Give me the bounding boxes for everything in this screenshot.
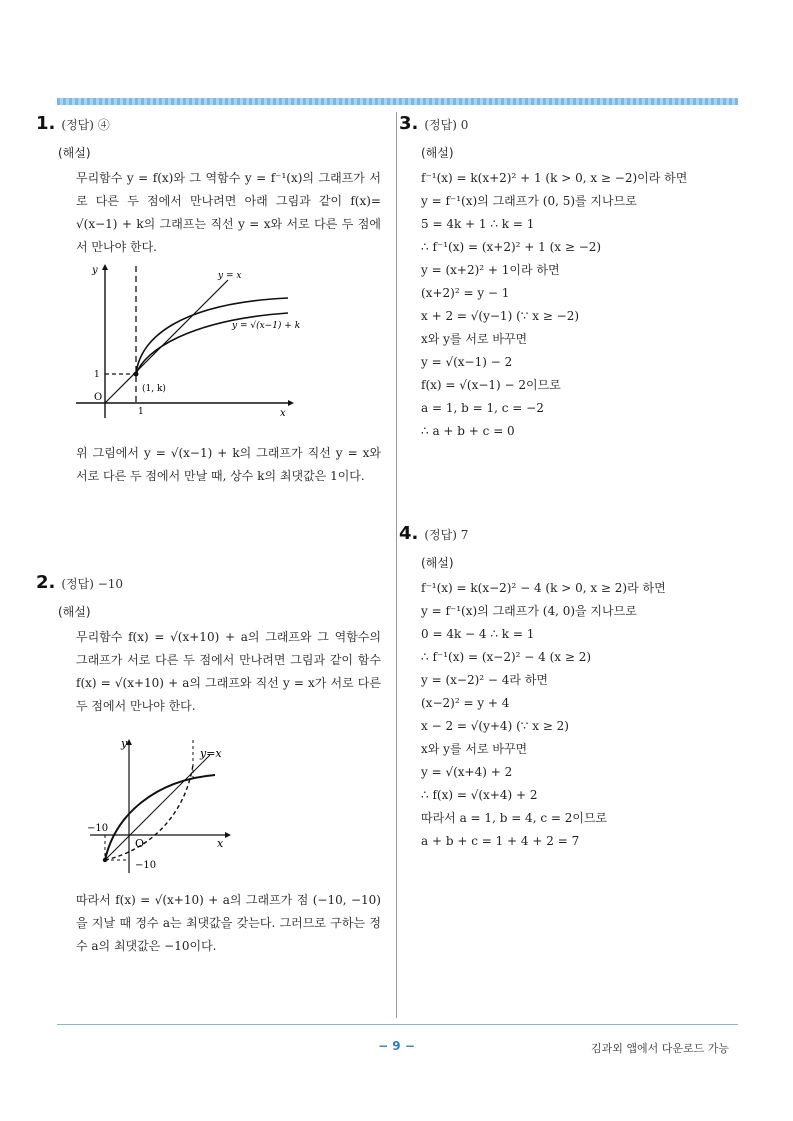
question-1 [36, 113, 381, 259]
y-axis-label: y [121, 737, 128, 750]
top-decorative-bar [57, 98, 738, 105]
question-number: 1. [36, 113, 56, 134]
tick-x-label: −10 [87, 823, 109, 834]
explanation-label: (해설) [58, 605, 91, 619]
solution-line: f(x) = √(x−1) − 2이므로 [421, 378, 561, 392]
x-axis-label: x [280, 408, 286, 419]
footer-note: 김과외 앱에서 다운로드 가능 [590, 1042, 729, 1055]
origin-label: O [94, 392, 103, 403]
question-2-conclusion [36, 883, 381, 958]
solution-line: ∴ f⁻¹(x) = (x+2)² + 1 (x ≥ −2) [421, 240, 602, 254]
question-1-conclusion [36, 436, 381, 488]
curve-label: y = √(x−1) + k [232, 321, 300, 331]
solution-line: x와 y를 서로 바꾸면 [421, 742, 528, 756]
q2-graph [85, 735, 235, 875]
solution-line: y = (x+2)² + 1이라 하면 [421, 263, 560, 277]
explanation-label: (해설) [421, 146, 454, 160]
question-2 [36, 572, 381, 718]
solution-line: y = (x−2)² − 4라 하면 [421, 673, 549, 687]
solution-lines [421, 577, 739, 853]
solution-line: ∴ a + b + c = 0 [421, 424, 515, 438]
line-label: y=x [200, 747, 222, 760]
solution-line: ∴ f(x) = √(x+4) + 2 [421, 788, 538, 802]
solution-line: y = f⁻¹(x)의 그래프가 (4, 0)을 지나므로 [421, 604, 637, 618]
solution-line: (x+2)² = y − 1 [421, 286, 510, 300]
solution-line: x − 2 = √(y+4) (∵ x ≥ 2) [421, 719, 569, 733]
question-4 [399, 523, 739, 853]
solution-line: y = √(x+4) + 2 [421, 765, 513, 779]
solution-line: y = f⁻¹(x)의 그래프가 (0, 5)를 지나므로 [421, 194, 637, 208]
explanation-paragraph: 무리함수 y = f(x)와 그 역함수 y = f⁻¹(x)의 그래프가 서로 다른 두 점에서 만나려면 아래 그림과 같이 f(x)= √(x−1) + k의 그래프는 직선 y = x와 서로 다른 두 점에서 만나야 한다. [76, 171, 381, 254]
solution-line: a = 1, b = 1, c = −2 [421, 401, 544, 415]
solution-line: f⁻¹(x) = k(x+2)² + 1 (k > 0, x ≥ −2)이라 하면 [421, 171, 688, 185]
explanation-label: (해설) [58, 146, 91, 160]
solution-line: ∴ f⁻¹(x) = (x−2)² − 4 (x ≥ 2) [421, 650, 592, 664]
solution-line: 0 = 4k − 4 ∴ k = 1 [421, 627, 535, 641]
conclusion-paragraph: 따라서 f(x) = √(x+10) + a의 그래프가 점 (−10, −10)을 지날 때 정수 a는 최댓값을 갖는다. 그러므로 구하는 정수 a의 최댓값은 −10이다. [76, 893, 381, 953]
origin-label: O [135, 837, 145, 850]
answer-label: (정답) ④ [61, 118, 110, 132]
answer-label: (정답) −10 [61, 577, 124, 591]
answer-label: (정답) 7 [424, 528, 469, 542]
solution-line: f⁻¹(x) = k(x−2)² − 4 (k > 0, x ≥ 2)라 하면 [421, 581, 666, 595]
point-label: (1, k) [142, 384, 166, 394]
solution-line: (x−2)² = y + 4 [421, 696, 510, 710]
question-3 [399, 113, 739, 443]
footer-divider [57, 1024, 738, 1025]
explanation-label: (해설) [421, 556, 454, 570]
solution-line: a + b + c = 1 + 4 + 2 = 7 [421, 834, 580, 848]
column-divider [396, 112, 397, 1018]
line-label: y = x [218, 271, 242, 281]
y-axis-label: y [92, 265, 98, 276]
answer-label: (정답) 0 [424, 118, 469, 132]
solution-line: x + 2 = √(y−1) (∵ x ≥ −2) [421, 309, 580, 323]
question-number: 4. [399, 523, 419, 544]
solution-line: x와 y를 서로 바꾸면 [421, 332, 528, 346]
solution-line: 따라서 a = 1, b = 4, c = 2이므로 [421, 811, 608, 825]
solution-lines [421, 167, 739, 443]
tick-y-label: −10 [135, 860, 157, 871]
explanation-paragraph: 무리함수 f(x) = √(x+10) + a의 그래프와 그 역함수의 그래프가 서로 다른 두 점에서 만나려면 그림과 같이 함수 f(x) = √(x+10) + a의 그래프와 직선 y = x가 서로 다른 두 점에서 만나야 한다. [76, 630, 381, 713]
conclusion-paragraph: 위 그림에서 y = √(x−1) + k의 그래프가 직선 y = x와 서로 다른 두 점에서 만날 때, 상수 k의 최댓값은 1이다. [76, 446, 381, 483]
solution-line: y = √(x−1) − 2 [421, 355, 513, 369]
page-number: − 9 − [378, 1039, 415, 1053]
tick-x-label: 1 [138, 407, 144, 417]
question-number: 2. [36, 572, 56, 593]
tick-y-label: 1 [94, 370, 100, 380]
q1-graph [70, 258, 300, 423]
solution-line: 5 = 4k + 1 ∴ k = 1 [421, 217, 535, 231]
x-axis-label: x [217, 837, 224, 850]
question-number: 3. [399, 113, 419, 134]
